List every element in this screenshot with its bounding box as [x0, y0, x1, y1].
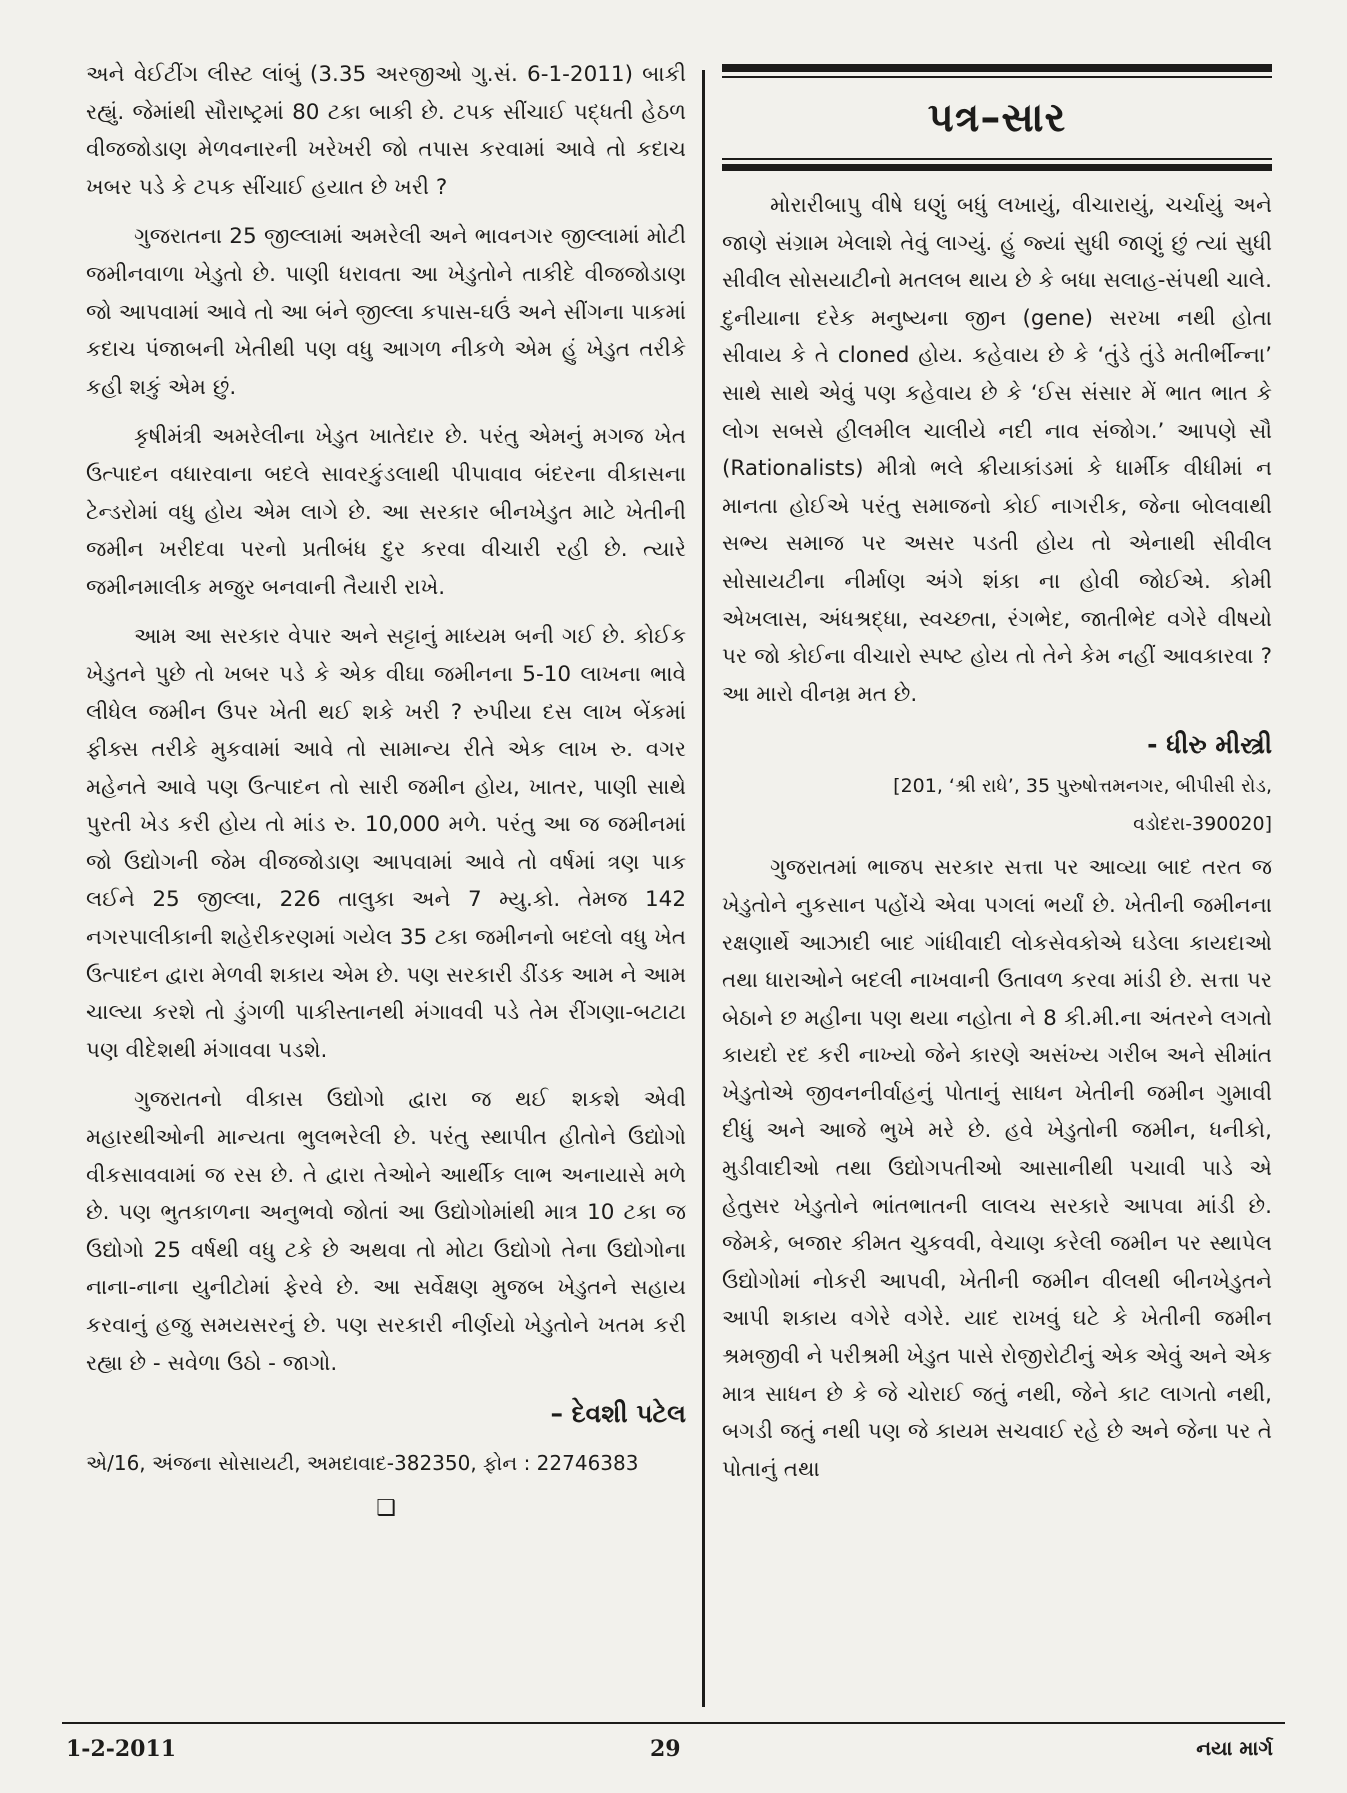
right-column — [722, 56, 1272, 1500]
header-rule-top-thick — [722, 64, 1272, 72]
left-address: એ/16, અંજના સોસાયટી, અમદાવાદ-382350, ફોન : 22746383 — [86, 1451, 639, 1476]
left-paragraph-4: આમ આ સરકાર વેપાર અને સટ્ટાનું માધ્યમ બની ગઈ છે. કોઈક ખેડુતને પુછે તો ખબર પડે કે એક વીઘા જમીનના 5-10 લાખના ભાવે લીધેલ જમીન ઉપર ખેતી થઈ શકે ખરી ? રુપીયા દસ લાખ બેંકમાં ફીક્સ તરીકે મુકવામાં આવે તો સામાન્ય રીતે એક લાખ રુ. વગર મહેનતે આવે પણ ઉત્પાદન તો સારી જમીન હોય, ખાતર, પાણી સાથે પુરતી ખેડ કરી હોય તો માંડ રુ. 10,000 મળે. પરંતુ આ જ જમીનમાં જો ઉદ્યોગની જેમ વીજજોડાણ આપવામાં આવે તો વર્ષમાં ત્રણ પાક લઈને 25 જીલ્લા, 226 તાલુકા અને 7 મ્યુ.કો. તેમજ 142 નગરપાલીકાની શહેરીકરણમાં ગયેલ 35 ટકા જમીનનો બદલો વધુ ખેત ઉત્પાદન દ્વારા મેળવી શકાય એમ છે. પણ સરકારી ડીંડક આમ ને આમ ચાલ્યા કરશે તો ડુંગળી પાકીસ્તાનથી મંગાવવી પડે તેમ રીંગણા-બટાટા પણ વીદેશથી મંગાવવા પડશે. — [86, 624, 686, 1063]
left-paragraph-2: ગુજરાતના 25 જીલ્લામાં અમરેલી અને ભાવનગર જીલ્લામાં મોટી જમીનવાળા ખેડુતો છે. પાણી ધરાવતા આ ખેડુતોને તાકીદે વીજજોડાણ જો આપવામાં આવે તો આ બંને જીલ્લા કપાસ-ઘઉં અને સીંગના પાકમાં કદાચ પંજાબની ખેતીથી પણ વધુ આગળ નીકળે એમ હું ખેડુત તરીકે કહી શકું એમ છું. — [86, 224, 686, 400]
footer-publication: નયા માર્ગ — [1196, 1736, 1273, 1760]
section-heading: પત્ર–સાર — [927, 95, 1067, 141]
right-address-line-1: [201, ‘શ્રી રાધે’, 35 પુરુષોત્તમનગર, બીપીસી રોડ, — [893, 775, 1272, 798]
left-paragraph-5: ગુજરાતનો વીકાસ ઉદ્યોગો દ્વારા જ થઈ શકશે એવી મહારથીઓની માન્યતા ભુલભરેલી છે. પરંતુ સ્થાપીત હીતોને ઉદ્યોગો વીકસાવવામાં જ રસ છે. તે દ્વારા તેઓને આર્થીક લાભ અનાયાસે મળે છે. પણ ભુતકાળના અનુભવો જોતાં આ ઉદ્યોગોમાંથી માત્ર 10 ટકા જ ઉદ્યોગો 25 વર્ષથી વધુ ટકે છે અથવા તો મોટા ઉદ્યોગો તેના ઉદ્યોગોના નાના-નાના યુનીટોમાં ફેરવે છે. આ સર્વેક્ષણ મુજબ ખેડુતને સહાય કરવાનું હજુ સમયસરનું છે. પણ સરકારી નીર્ણયો ખેડુતોને ખતમ કરી રહ્યા છે - સવેળા ઉઠો - જાગો. — [86, 1087, 686, 1376]
left-paragraph-3: કૃષીમંત્રી અમરેલીના ખેડુત ખાતેદાર છે. પરંતુ એમનું મગજ ખેત ઉત્પાદન વધારવાના બદલે સાવરકુંડલાથી પીપાવાવ બંદરના વીકાસના ટેન્ડરોમાં વધુ હોય એમ લાગે છે. આ સરકાર બીનખેડુત માટે ખેતીની જમીન ખરીદવા પરનો પ્રતીબંધ દુર કરવા વીચારી રહી છે. ત્યારે જમીનમાલીક મજુર બનવાની તૈયારી રાખે. — [86, 424, 686, 600]
right-address-line-2: વડોદરા-390020] — [1133, 813, 1272, 836]
section-header — [722, 64, 1272, 171]
footer-date: 1-2-2011 — [66, 1736, 177, 1762]
right-paragraph-2: ગુજરાતમાં ભાજપ સરકાર સત્તા પર આવ્યા બાદ તરત જ ખેડુતોને નુકસાન પહોંચે એવા પગલાં ભર્યાં છે. ખેતીની જમીનના રક્ષણાર્થે આઝાદી બાદ ગાંધીવાદી લોકસેવકોએ ઘડેલા કાયદાઓ તથા ધારાઓને બદલી નાખવાની ઉતાવળ કરવા માંડી છે. સત્તા પર બેઠાને છ મહીના પણ થયા નહોતા ને 8 કી.મી.ના અંતરને લગતો કાયદો રદ કરી નાખ્યો જેને કારણે અસંખ્ય ગરીબ અને સીમાંત ખેડુતોએ જીવનનીર્વાહનું પોતાનું સાધન ખેતીની જમીન ગુમાવી દીધું અને આજે ભુખે મરે છે. હવે ખેડુતોની જમીન, ધનીકો, મુડીવાદીઓ તથા ઉદ્યોગપતીઓ આસાનીથી પચાવી પાડે એ હેતુસર ખેડુતોને ભાંતભાતની લાલચ સરકારે આપવા માંડી છે. જેમકે, બજાર કીમત ચુકવવી, વેચાણ કરેલી જમીન પર સ્થાપેલ ઉદ્યોગોમાં નોકરી આપવી, ખેતીની જમીન વીલથી બીનખેડુતને આપી શકાય વગેરે વગેરે. યાદ રાખવું ઘટે કે ખેતીની જમીન શ્રમજીવી ને પરીશ્રમી ખેડુત પાસે રોજીરોટીનું એક એવું અને એક માત્ર સાધન છે કે જે ચોરાઈ જતું નથી, જેને કાટ લાગતો નથી, બગડી જતું નથી પણ જે કાયમ સચવાઈ રહે છે અને જેના પર તે પોતાનું તથા — [722, 855, 1272, 1482]
header-rule-bottom-thin — [722, 158, 1272, 160]
left-signature: – દેવશી પટેલ — [550, 1399, 686, 1429]
end-square-icon: ❑ — [376, 1496, 396, 1522]
right-signature: - ધીરુ મીસ્ત્રી — [1147, 730, 1272, 760]
left-column — [86, 56, 686, 1524]
footer-rule — [62, 1722, 1285, 1724]
right-paragraph-1: મોરારીબાપુ વીષે ઘણું બધું લખાયું, વીચારાયું, ચર્ચાયું અને જાણે સંગ્રામ ખેલાશે તેવું લાગ્યું. હું જ્યાં સુધી જાણું છું ત્યાં સુધી સીવીલ સોસયાટીનો મતલબ થાય છે કે બધા સલાહ-સંપથી ચાલે. દુનીયાના દરેક મનુષ્યના જીન (gene) સરખા નથી હોતા સીવાય કે તે cloned હોય. કહેવાય છે કે ‘તુંડે તુંડે મતીર્ભીન્ના’ સાથે સાથે એવું પણ કહેવાય છે કે ‘ઈસ સંસાર મેં ભાત ભાત કે લોગ સબસે હીલમીલ ચાલીયે નદી નાવ સંજોગ.’ આપણે સૌ (Rationalists) મીત્રો ભલે ક્રીયાકાંડમાં કે ધાર્મીક વીધીમાં ન માનતા હોઈએ પરંતુ સમાજનો કોઈ નાગરીક, જેના બોલવાથી સભ્ય સમાજ પર અસર પડતી હોય તો એનાથી સીવીલ સોસાયટીના નીર્માણ અંગે શંકા ના હોવી જોઈએ. કોમી એખલાસ, અંધશ્રદ્ધા, સ્વચ્છતા, રંગભેદ, જાતીભેદ વગેરે વીષયો પર જો કોઈના વીચારો સ્પષ્ટ હોય તો તેને કેમ નહીં આવકારવા ? આ મારો વીનમ્ર મત છે. — [722, 193, 1272, 707]
header-rule-bottom-thick — [722, 164, 1272, 171]
column-divider — [702, 70, 705, 1707]
left-paragraph-1: અને વેઈટીંગ લીસ્ટ લાંબું (3.35 અરજીઓ ગુ.સં. 6-1-2011) બાકી રહ્યું. જેમાંથી સૌરાષ્ટ્રમાં 80 ટકા બાકી છે. ટપક સીંચાઈ પદ્ધતી હેઠળ વીજજોડાણ મેળવનારની ખરેખરી જો તપાસ કરવામાં આવે તો કદાચ ખબર પડે કે ટપક સીંચાઈ હયાત છે ખરી ? — [86, 62, 686, 200]
footer-page-number: 29 — [650, 1736, 681, 1762]
